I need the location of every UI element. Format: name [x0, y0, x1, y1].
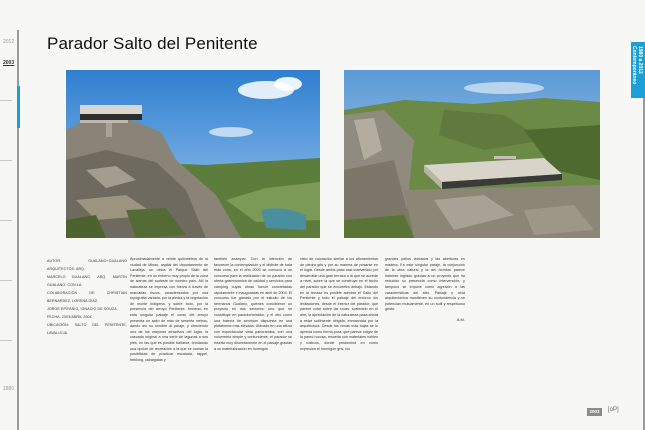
body-column-1 [130, 257, 208, 366]
body-column-4 [385, 257, 465, 323]
body-column-2 [214, 257, 292, 355]
body-paragraph: también acampar. Con la intención de favorecer la contemplación y el disfrute de toda esta zona, en el año 2003 se convocó a un concurso para la realización de un parador con oferta gastronómica de calidad y servicios para camping cuyas obras fueron concretadas rápidamente e inauguradas en abril de 2004. El concurso fue ganado por el estudio de los hermanos Gualano, quienes concibieron un proyecto en dos sectores: uno que se constituye en parador/mirador, y el otro como una batería de servicios dispuesta en una plataforma más elevada. Ubicado en una altura con espectacular vista panorámica, con una volumetría simple y contundente, el parador se inserta muy discretamente en el paisaje gracias a su materialización en hormigón [214, 257, 292, 351]
body-paragraph: Aproximadamente a veinte quilómetros de la ciudad de Minas, capital del departamento de Lavalleja, se ubica el Parque Salto del Penitente, en un entorno muy propio de la zona de sierras del sudeste de nuestro país. Allí la naturaleza se expresa con fuerza a través de marcadas riscos, caracterizados por una topografía variada, por la piedra y la vegetación de monte indígena, y sobre todo, por la presencia del arroyo Penitente. Inmerso en esta singular paisaje el curso del arroyo presenta un salto de más de sesenta metros, dando así su nombre al paraje, y ofreciendo uno de los mayores atractivos del lugar, la cascada original a una serie de lagunas a sus pies, en las que es posible bañarse, brindando una opción de recreación a la que se suman la posibilidad de practicar escalada, rappel, trekking, cabalgatas y [130, 257, 208, 362]
photo-parador-cliff [66, 70, 320, 238]
page-title: Parador Salto del Penitente [47, 34, 258, 53]
timeline-year-top[interactable]: 2012 [3, 39, 15, 45]
timeline-tick [0, 220, 12, 221]
timeline-tick [0, 340, 12, 341]
section-name: Contemporáneo [631, 46, 637, 85]
credit-line: JORGE EPIFANIO, IGNACIO DE SOUZA. [47, 307, 118, 311]
timeline-tick [0, 100, 12, 101]
credit-line: UBICACIÓN: SALTO DEL PENITENTE, LAVALLEJA. [47, 323, 127, 335]
credits-column [47, 257, 127, 337]
timeline-tick [0, 160, 12, 161]
footer-mark: [oP] [608, 407, 619, 413]
timeline-year-current[interactable]: 2003 [3, 60, 15, 66]
body-paragraph: visto de coloración similar a los afloramientos de piedra gris y por su manera de posarse en el lugar. Desde arriba pasa casi inadvertido por desarrollar una gran terraza a la que se accede a nivel, sobre la que se construye en el techo del parador que se encuentra debajo. Estando en la terraza es posible admirar el Salto del Penitente y todo el paisaje del entorno sin limitaciones, desde el interior del parador, que parece volar sobre las rocas, sostenido en el aire, la apreciación de la naturaleza pasa ahora a estar sutilmente dirigida, enmarcada por la arquitectura. Desde las zonas más bajas se lo aprecia como forma pura, que parece colgar de la pared rocosa, resuelta con materiales nobles y rústicos, donde predomina en como expresión el hormigón gris, los [300, 257, 378, 351]
body-column-3 [300, 257, 378, 355]
author-signature: A.M. [456, 316, 465, 322]
photo-parador-terrace [344, 70, 600, 238]
section-range: 1980 a 2012 [637, 46, 643, 74]
body-paragraph: grandes paños vidriados y las aberturas en madera. En este singular paraje, la conjunción de la obra natural y la del hombre parece haberse logrado gracias a un proyecto que ha reducido su presencia como intervención, y tampoco se impone como agresión a las características del sitio. Paisaje y obra arquitectónica mantienen su contundencia y se potencian mutuamente, en un sutil y respetuoso gesto. [385, 257, 465, 312]
credit-line: FECHA: 2003/ABRIL 2004. [47, 315, 93, 319]
timeline-year-bottom[interactable]: 1880 [3, 386, 15, 392]
section-tab-label [633, 46, 643, 98]
timeline-tick [0, 280, 12, 281]
credit-line: AUTOR: GUALANO+GUALANO ARQUITECTOS: ARQ. [47, 259, 127, 271]
footer-year-badge: 2003 [587, 408, 602, 416]
credit-line: COLABORACIÓN DE CHRISTIAN BERNARDEZ, LORENA DÍAZ, [47, 291, 127, 303]
year-timeline [0, 30, 20, 430]
credit-line: MARCELO GUALANO, ARQ. MARTÍN GUALANO. CON LA [47, 275, 127, 287]
timeline-active-marker [17, 86, 20, 128]
